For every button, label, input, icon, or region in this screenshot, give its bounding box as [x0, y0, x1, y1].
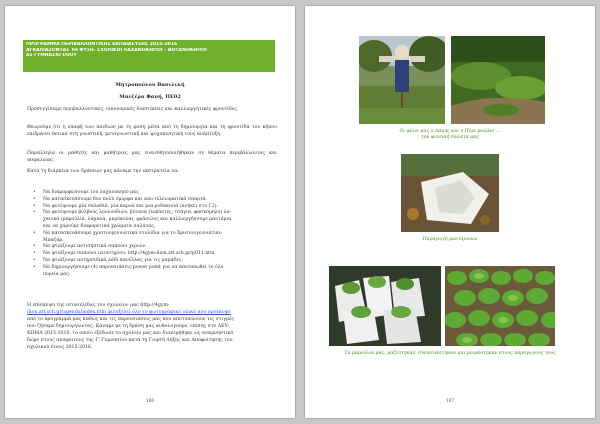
list-item-cont: Μπαζάρ. — [43, 237, 64, 243]
p5-line: από το πρόγραμμά μας καθώς και τις παρουσιάσεις μας που αποτυπώνουν τις στιγμές — [27, 317, 235, 322]
p5-line: ΚΩΜΑ 2015-2016, το οποίο εξέδωσε το σχολείο μας και διανεμήθηκε ως αναμνηστικό — [27, 331, 234, 336]
page-number-left: 166 — [145, 399, 155, 404]
paragraph-2: Θεωρούμε ότι η επαφή των παιδιών με τη φύση μέσα από τη δημιουργία και τη φροντίδα του κήπου επιδράσει θετικά στη γνωστική, μεταγνωστική και ψυχοκινητική τους ανάπτυξη. — [27, 125, 277, 137]
program-banner — [23, 40, 275, 72]
list-item-cont: χανικά (μαρούλια, λάχανα, μπρόκολα), φράουλες και καλλιεργήσουμε μαντάρια — [43, 217, 232, 223]
right-page — [305, 6, 595, 418]
garden-photo — [451, 36, 545, 124]
list-item: • Να φτιάξουμε αντηρσιδικά λάδι κανέλλας για τις μαμάδες. — [41, 258, 277, 265]
caption-line: την φυτεική σαλάτα μας — [421, 135, 479, 140]
author-2: Μπεζέρα Φανή, ΠΕ02 — [119, 94, 181, 100]
author-1: Μητροπούλου Βασιλική — [115, 82, 185, 88]
caption-tangerines: Παραγωγή μαντάρινών — [422, 237, 478, 242]
caption-scarecrow — [305, 129, 595, 141]
list-item: • Να διαμορφώσουμε τον λαχανόκηπό μας — [41, 190, 277, 197]
paragraph-5 — [27, 302, 277, 351]
list-item: • Να δημιουργήσουμε (4) παρουσιάσεις power point για να αποτυπωθεί το όλο — [41, 265, 277, 272]
list-item-cont: και να χαρούμε διαφορετικά χρώματα σαλάτας. — [43, 223, 156, 229]
list-item: • Να φυτέψουμε βολβούς λουλουδιών, βότανα (λεβάντες, τσάγια, φασκόμηλο) λα- — [41, 210, 277, 217]
lettuce-garden-photo — [445, 266, 555, 346]
p5-line: Η επίσκεψη της ιστοσελίδας του σχολείου μας http://4gym- — [27, 303, 170, 308]
lettuce-packed-photo — [329, 266, 441, 346]
p5-line: που ζήσαμε δημιουργώντας. Κάναμε με τη δράση μας ανθολογούμε, επίσης στο ΛΕΥ- — [27, 324, 230, 329]
list-item: • Να κατασκευάσουμε δυο πολύ όμορφα και απο τελειωματικά σπαρτά. — [41, 197, 277, 204]
list-item-cont: πορεία μας. — [43, 271, 71, 277]
activity-list — [41, 190, 277, 278]
list-item: • Να κατασκευάσουμε χριστουγεννιάτικα στολίδια για το Χριστουγεννιάτικο — [41, 231, 277, 238]
list-item: • Να φυτέψουμε μία σαλαθιά, μία καρυά και μια ροδακινιά (ανήκει στο Γ2). — [41, 204, 277, 211]
page-number-right: 167 — [445, 399, 455, 404]
banner-line-3: 4ο ΓΥΜΝΑΣΙΟ ΙΛΙΟΥ — [26, 53, 77, 59]
paragraph-4: Κατά τη διάρκεια των δράσεων μας κάναμε την εκστρατεία να: — [27, 169, 179, 174]
paragraph-3: Παράλληλα οι μαθητές και μαθήτριες μας ευαισθητοποιήθηκαν σε θέματα περιβάλλοντος και ασφαλείας. — [27, 151, 277, 163]
banner-line-1: ΠΡΟΓΡΑΜΜΑ ΠΕΡΙΒΑΛΛΟΝΤΙΚΗΣ ΕΚΠΑΙΔΕΥΣΗΣ 2015-2016 — [26, 42, 178, 47]
scarecrow-photo — [359, 36, 445, 124]
list-item-link[interactable]: • Να φτιάξουμε σαπούνι πλυντηρίου: http://4gym-ilion.att.sch.gr/p011.htm — [41, 251, 277, 258]
caption-line: Οι φίλοι μας ο Λάκης και η Πέμι φυλάνε ... — [399, 129, 501, 134]
list-item: • Να φτιάξουμε αντισηπτικά σαπούνι χεριών. — [41, 244, 277, 251]
paragraph-1: Προσεγγίσαμε περιβαλλοντικές, οικονομικές διαστάσεις και καλλιεργητικές φροντίδες. — [27, 107, 239, 112]
caption-lettuce: Τα μαρούλια μας, μαζεύτηκαν, συσκευάστηκαν και μοιράστηκαν στους παραγωγούς τους — [344, 351, 556, 356]
banner-line-2: ΑΓΚΑΛΙΑΖΟΝΤΑΣ ΤΗ ΦΥΣΗ. ΣΧΟΛΙΚΟΙ ΛΑΧΑΝΟΚΗΠΟΙ – ΒΟΤΑΝΟΚΗΠΟΙ — [26, 47, 207, 53]
left-page — [5, 6, 295, 418]
tangerine-photo — [401, 154, 499, 232]
p5-line: σχολικού έτους 2015-2016. — [27, 345, 93, 350]
p5-line-link[interactable]: ilion.att.sch.gr/agenda/index.htm φιλοξενεί όλο το φωτογραφικό υλικό που προέκυψε — [27, 310, 231, 315]
p5-line: δώρο στους απόφοιτους της Γ' Γυμνασίου κατά τη Γιορτή Λήξης και Αποφοίτησης του — [27, 338, 233, 343]
